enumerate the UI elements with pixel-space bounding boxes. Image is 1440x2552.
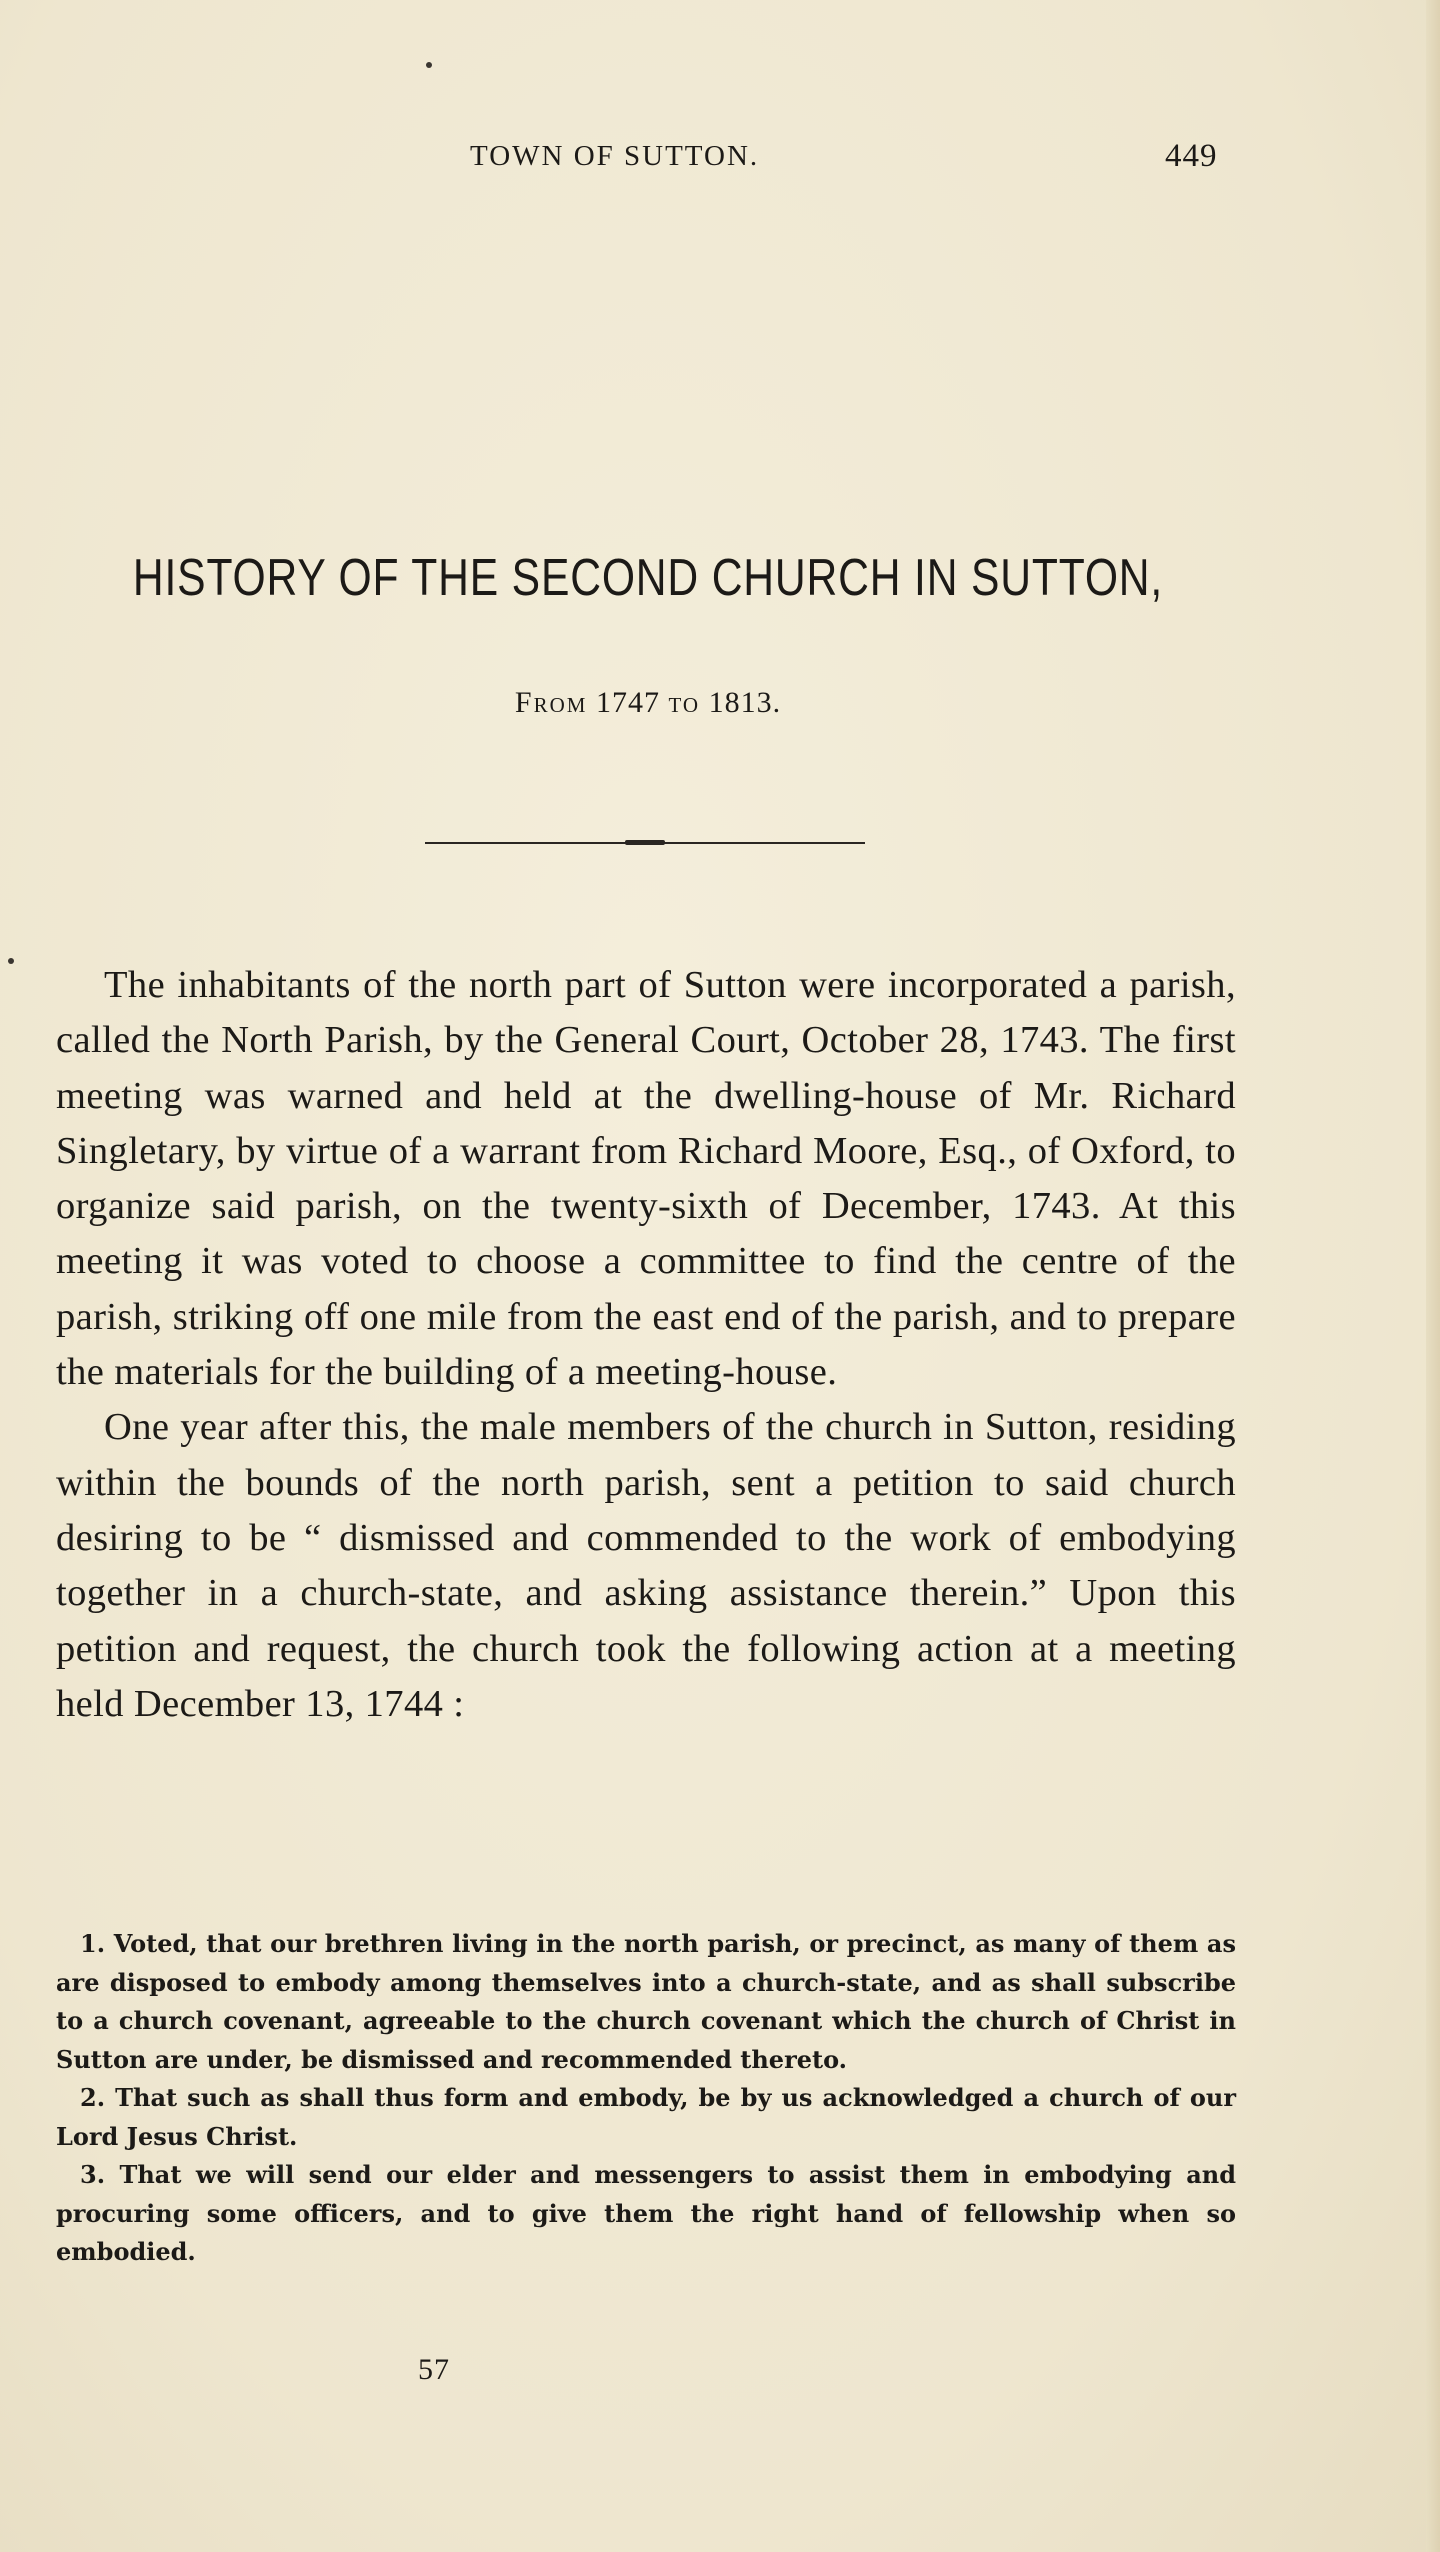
church-votes-list <box>56 1925 1236 2272</box>
signature-mark: 57 <box>418 2353 450 2386</box>
vote-item: 2. That such as shall thus form and embody, be by us acknowledged a church of our Lord Jesus Christ. <box>56 2083 1236 2151</box>
chapter-subtitle <box>0 686 1296 720</box>
subtitle-end-year: 1813. <box>708 686 782 719</box>
running-head-title: TOWN OF SUTTON. <box>470 140 760 172</box>
subtitle-to-word: to <box>668 686 701 719</box>
page-edge-shadow <box>1426 0 1440 2552</box>
subtitle-from-word: From <box>514 686 588 719</box>
subtitle-start-year: 1747 <box>595 686 660 719</box>
body-paragraph: One year after this, the male members of the church in Sutton, residing within the bounds of the north parish, sent a petition to said church desiring to be “ dismissed and commended to the work of embodying together in a church-state, and asking assistance therein.” Upon this petition and request, the church took the following action at a meeting held December 13, 1744 : <box>56 1406 1236 1725</box>
ink-speck <box>426 62 432 68</box>
body-paragraph: The inhabitants of the north part of Sutton were incorporated a parish, called the North Parish, by the General Court, October 28, 1743. The first meeting was warned and held at the dwelling-house of Mr. Richard Singletary, by virtue of a warrant from Richard Moore, Esq., of Oxford, to organize said parish, on the twenty-sixth of December, 1743. At this meeting it was voted to choose a committee to find the centre of the parish, striking off one mile from the east end of the parish, and to prepare the materials for the building of a meeting-house. <box>56 964 1236 1394</box>
page-number: 449 <box>1165 138 1218 174</box>
chapter-title: HISTORY OF THE SECOND CHURCH IN SUTTON, <box>132 549 1164 607</box>
body-text <box>56 958 1236 1732</box>
vote-item: 3. That we will send our elder and messengers to assist them in embodying and procuring some officers, and to give them the right hand of fellowship when so embodied. <box>56 2160 1236 2266</box>
section-divider-ornament <box>625 840 665 845</box>
ink-speck <box>8 958 14 964</box>
vote-item: 1. Voted, that our brethren living in the north parish, or precinct, as many of them as are disposed to embody among themselves into a church-state, and as shall subscribe to a church covenant, agreeable to the church covenant which the church of Christ in Sutton are under, be dismissed and recommended thereto. <box>56 1929 1236 2074</box>
